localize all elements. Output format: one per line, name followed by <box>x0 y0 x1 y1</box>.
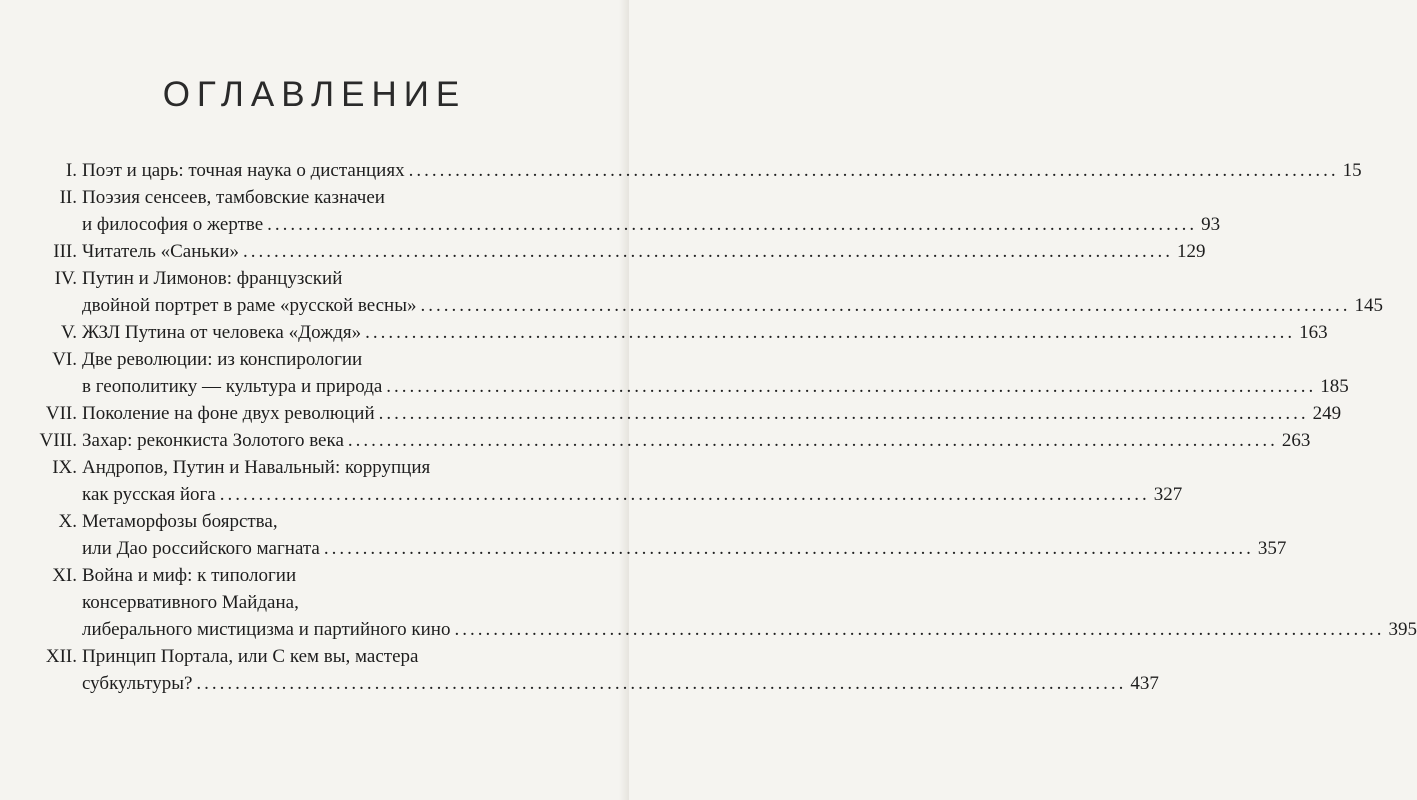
page-title: ОГЛАВЛЕНИЕ <box>162 75 467 115</box>
chapter-number: IX. <box>52 457 77 478</box>
toc-entry <box>0 319 1328 346</box>
chapter-title: или Дао российского магната <box>82 538 320 559</box>
toc-line <box>0 643 629 670</box>
toc-line <box>0 346 629 373</box>
page-number: 357 <box>1257 538 1287 559</box>
toc-line <box>0 373 1349 400</box>
toc-line <box>0 157 1362 184</box>
toc-line <box>0 400 1342 427</box>
toc-line <box>0 535 1287 562</box>
toc-entry <box>0 643 1159 697</box>
chapter-title: Поэт и царь: точная наука о дистанциях <box>82 160 405 181</box>
toc-line <box>0 508 629 535</box>
chapter-title: Поколение на фоне двух революций <box>82 403 375 424</box>
leader-dots: ........................................................................................................................ <box>242 241 1173 262</box>
page-number: 327 <box>1153 484 1183 505</box>
chapter-title: Читатель «Саньки» <box>82 241 239 262</box>
chapter-number: XII. <box>45 646 77 667</box>
toc-line <box>0 184 629 211</box>
page-number: 249 <box>1312 403 1342 424</box>
page-number: 93 <box>1201 214 1221 235</box>
toc-entry <box>0 508 1287 562</box>
toc-line <box>0 562 629 589</box>
toc-entry <box>0 157 1362 184</box>
chapter-title: Поэзия сенсеев, тамбовские казначеи <box>82 187 385 208</box>
toc-entry <box>0 238 1206 265</box>
toc-entry <box>0 562 1417 643</box>
leader-dots: ........................................................................................................................ <box>420 295 1351 316</box>
leader-dots: ........................................................................................................................ <box>267 214 1198 235</box>
toc-entry <box>0 346 1349 400</box>
toc-line <box>0 238 1206 265</box>
leader-dots: ........................................................................................................................ <box>408 160 1339 181</box>
toc-line <box>0 616 1417 643</box>
page-number: 185 <box>1320 376 1349 397</box>
toc-entry <box>0 184 1221 238</box>
page-number: 145 <box>1354 295 1383 316</box>
chapter-number: V. <box>60 322 77 343</box>
chapter-title: двойной портрет в раме «русской весны» <box>82 295 417 316</box>
chapter-title: Путин и Лимонов: французский <box>82 268 343 289</box>
chapter-title: Две революции: из конспирологии <box>82 349 363 370</box>
chapter-number: X. <box>58 511 77 532</box>
toc-entry <box>0 400 1342 427</box>
chapter-title: в геополитику — культура и природа <box>82 376 383 397</box>
leader-dots: ........................................................................................................................ <box>196 673 1127 694</box>
chapter-number: VIII. <box>39 430 77 451</box>
chapter-title: и философия о жертве <box>82 214 264 235</box>
toc-entry <box>0 427 1311 454</box>
toc-line <box>0 211 1221 238</box>
chapter-title: как русская йога <box>82 484 216 505</box>
chapter-title: либерального мистицизма и партийного кино <box>82 619 451 640</box>
leader-dots: ........................................................................................................................ <box>347 430 1278 451</box>
toc-line <box>0 265 629 292</box>
toc-line <box>0 292 1383 319</box>
chapter-number: I. <box>65 160 77 181</box>
chapter-number: VII. <box>45 403 77 424</box>
chapter-title: Захар: реконкиста Золотого века <box>82 430 344 451</box>
toc-entry <box>0 265 1383 319</box>
page-number: 163 <box>1299 322 1328 343</box>
toc-line <box>0 670 1159 697</box>
page-number: 263 <box>1281 430 1311 451</box>
toc-line <box>0 481 1183 508</box>
chapter-number: VI. <box>52 349 77 370</box>
page-number: 129 <box>1176 241 1206 262</box>
leader-dots: ........................................................................................................................ <box>386 376 1317 397</box>
chapter-title: Андропов, Путин и Навальный: коррупция <box>82 457 431 478</box>
page-number: 395 <box>1388 619 1417 640</box>
leader-dots: ........................................................................................................................ <box>454 619 1385 640</box>
toc-line <box>0 454 629 481</box>
toc-line <box>0 427 1311 454</box>
toc-entry <box>0 454 1183 508</box>
chapter-title: Война и миф: к типологии <box>82 565 297 586</box>
page-number: 437 <box>1130 673 1159 694</box>
toc-line <box>0 319 1328 346</box>
chapter-title: субкультуры? <box>82 673 193 694</box>
chapter-number: III. <box>53 241 77 262</box>
leader-dots: ........................................................................................................................ <box>378 403 1309 424</box>
leader-dots: ........................................................................................................................ <box>365 322 1296 343</box>
chapter-title: консервативного Майдана, <box>82 592 299 613</box>
leader-dots: ........................................................................................................................ <box>219 484 1150 505</box>
chapter-title: ЖЗЛ Путина от человека «Дождя» <box>82 322 362 343</box>
chapter-number: IV. <box>54 268 77 289</box>
chapter-number: II. <box>59 187 77 208</box>
chapter-title: Метаморфозы боярства, <box>82 511 278 532</box>
table-of-contents <box>0 157 1417 697</box>
page-number: 15 <box>1342 160 1362 181</box>
toc-line <box>0 589 629 616</box>
chapter-title: Принцип Портала, или С кем вы, мастера <box>82 646 419 667</box>
leader-dots: ........................................................................................................................ <box>323 538 1254 559</box>
chapter-number: XI. <box>52 565 77 586</box>
